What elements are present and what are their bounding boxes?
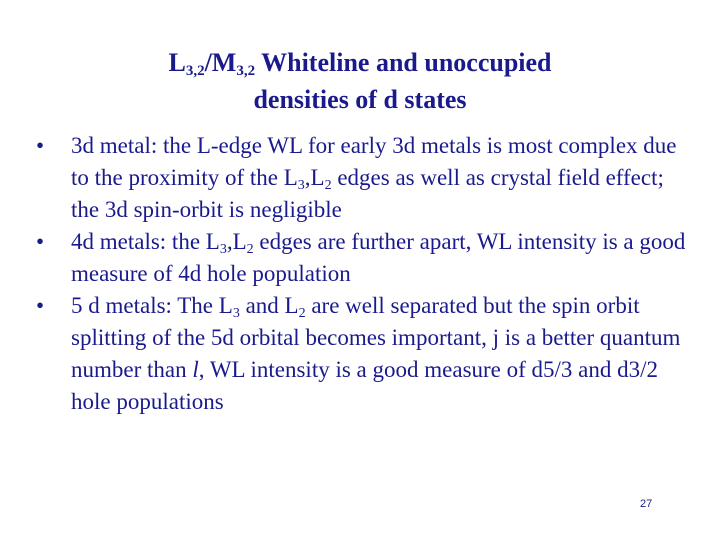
subscript: 3 xyxy=(297,178,305,193)
title-line-2: densities of d states xyxy=(253,85,467,114)
text-run: , WL intensity is a good measure of d5/3 and d3/2 hole populations xyxy=(71,357,659,414)
italic-text: l xyxy=(192,357,199,382)
text-run: ,L xyxy=(304,165,325,190)
bullet-text xyxy=(71,133,677,222)
text-run: 5 d metals: The L xyxy=(71,293,233,318)
text-run: edges as well as crystal field effect; the 3d spin-orbit is negligible xyxy=(71,165,664,222)
text-run: 3d metal: the L-edge WL for early 3d metals is most complex due to the proximity of the L xyxy=(71,133,677,190)
text-run: L xyxy=(168,48,186,77)
text-run: and L xyxy=(239,293,299,318)
bullet-marker: • xyxy=(35,293,45,318)
page-number: 27 xyxy=(640,498,653,510)
bullet-item xyxy=(30,130,690,226)
title-line-1 xyxy=(60,44,660,81)
subscript: 2 xyxy=(324,178,332,193)
bullet-item xyxy=(30,226,690,290)
subscript: 3,2 xyxy=(185,63,205,79)
bullet-item xyxy=(30,290,690,418)
bullet-list xyxy=(30,130,690,418)
text-run: edges are further apart, WL intensity is a good measure of 4d hole population xyxy=(71,229,686,286)
text-run: are well separated but the spin orbit splitting of the 5d orbital becomes important, j is a better quantum number than xyxy=(71,293,681,382)
subscript: 3 xyxy=(219,242,227,257)
text-run: 4d metals: the L xyxy=(71,229,220,254)
bullet-text xyxy=(71,293,680,414)
subscript: 2 xyxy=(298,306,306,321)
subscript: 2 xyxy=(246,242,254,257)
text-run: ,L xyxy=(226,229,247,254)
slide-title xyxy=(60,44,660,118)
bullet-marker: • xyxy=(35,133,45,158)
bullet-text xyxy=(71,229,685,286)
subscript: 3,2 xyxy=(236,63,256,79)
bullet-marker: • xyxy=(35,229,45,254)
text-run: Whiteline and unoccupied xyxy=(255,48,552,77)
subscript: 3 xyxy=(232,306,240,321)
text-run: /M xyxy=(204,48,237,77)
